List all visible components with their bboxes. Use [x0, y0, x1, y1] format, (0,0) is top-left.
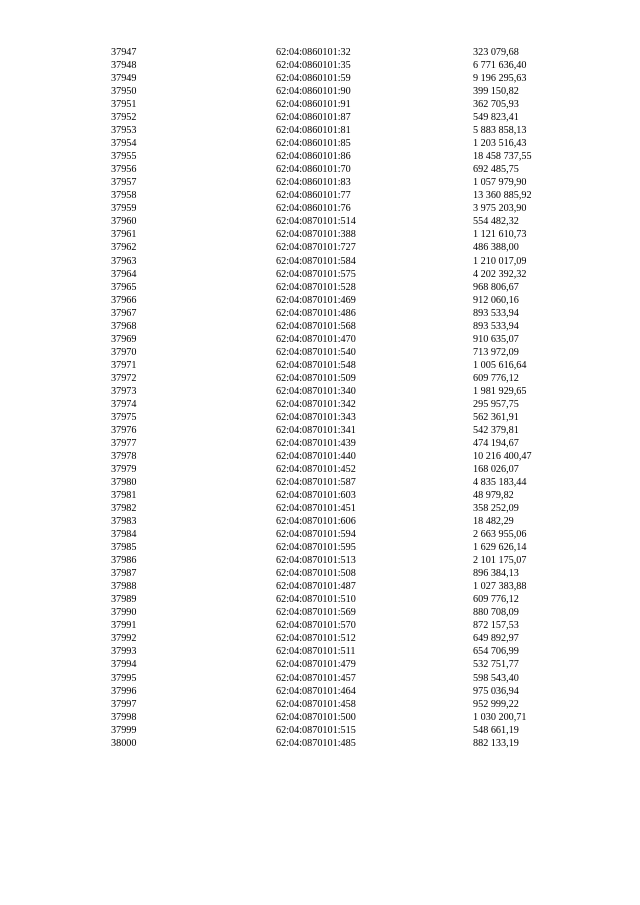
cadastral-number: 62:04:0870101:594: [276, 529, 356, 541]
cadastral-number: 62:04:0870101:512: [276, 633, 356, 645]
cadastral-number: 62:04:0870101:508: [276, 568, 356, 580]
cadastral-value: 323 079,68: [473, 47, 519, 58]
cadastral-number: 62:04:0860101:87: [276, 112, 351, 124]
cadastral-value: 609 776,12: [473, 594, 519, 606]
cadastral-value: 549 823,41: [473, 112, 519, 124]
row-number: 37956: [111, 164, 137, 176]
cadastral-number: 62:04:0870101:511: [276, 646, 356, 658]
cadastral-value: 542 379,81: [473, 424, 519, 436]
data-table: [111, 46, 581, 750]
cadastral-number: 62:04:0870101:500: [276, 711, 356, 723]
row-number: 37966: [111, 294, 137, 306]
cadastral-value: 692 485,75: [473, 164, 519, 176]
cadastral-value: 9 196 295,63: [473, 73, 527, 85]
table-row: [111, 698, 581, 711]
table-row: [111, 228, 581, 241]
row-number: 37986: [111, 555, 137, 567]
cadastral-value: 548 661,19: [473, 724, 519, 736]
cadastral-value: 1 210 017,09: [473, 255, 527, 267]
row-number: 37992: [111, 633, 137, 645]
table-row: [111, 346, 581, 359]
table-row: [111, 711, 581, 724]
row-number: 37995: [111, 672, 137, 684]
row-number: 37997: [111, 698, 137, 710]
row-number: 37955: [111, 151, 137, 163]
cadastral-value: 474 194,67: [473, 437, 519, 449]
row-number: 37983: [111, 516, 137, 528]
table-row: [111, 59, 581, 72]
row-number: 37947: [111, 47, 137, 58]
cadastral-number: 62:04:0870101:510: [276, 594, 356, 606]
table-row: [111, 424, 581, 437]
cadastral-value: 362 705,93: [473, 99, 519, 111]
cadastral-value: 3 975 203,90: [473, 203, 527, 215]
cadastral-number: 62:04:0870101:469: [276, 294, 356, 306]
cadastral-number: 62:04:0860101:91: [276, 99, 351, 111]
cadastral-value: 880 708,09: [473, 607, 519, 619]
cadastral-value: 2 663 955,06: [473, 529, 527, 541]
row-number: 37991: [111, 620, 137, 632]
table-row: [111, 85, 581, 98]
cadastral-value: 872 157,53: [473, 620, 519, 632]
cadastral-value: 1 057 979,90: [473, 177, 527, 189]
table-row: [111, 137, 581, 150]
cadastral-number: 62:04:0870101:509: [276, 372, 356, 384]
row-number: 37982: [111, 503, 137, 515]
table-row: [111, 176, 581, 189]
row-number: 37967: [111, 307, 137, 319]
row-number: 37994: [111, 659, 137, 671]
cadastral-number: 62:04:0870101:485: [276, 737, 356, 749]
row-number: 37993: [111, 646, 137, 658]
cadastral-value: 4 202 392,32: [473, 268, 527, 280]
table-row: [111, 606, 581, 619]
cadastral-value: 713 972,09: [473, 346, 519, 358]
cadastral-number: 62:04:0860101:35: [276, 60, 351, 72]
row-number: 37965: [111, 281, 137, 293]
cadastral-value: 562 361,91: [473, 411, 519, 423]
row-number: 37959: [111, 203, 137, 215]
cadastral-number: 62:04:0870101:528: [276, 281, 356, 293]
table-row: [111, 737, 581, 750]
row-number: 37979: [111, 464, 137, 475]
row-number: 37977: [111, 437, 137, 449]
row-number: 37961: [111, 229, 137, 241]
cadastral-number: 62:04:0870101:439: [276, 437, 356, 449]
cadastral-number: 62:04:0870101:457: [276, 672, 356, 684]
row-number: 37998: [111, 711, 137, 723]
row-number: 37957: [111, 177, 137, 189]
table-row: [111, 411, 581, 424]
cadastral-value: 399 150,82: [473, 86, 519, 98]
table-row: [111, 333, 581, 346]
cadastral-number: 62:04:0870101:343: [276, 411, 356, 423]
cadastral-number: 62:04:0870101:479: [276, 659, 356, 671]
cadastral-value: 18 482,29: [473, 516, 514, 528]
cadastral-number: 62:04:0870101:568: [276, 320, 356, 332]
row-number: 37951: [111, 99, 137, 111]
row-number: 37990: [111, 607, 137, 619]
table-row: [111, 632, 581, 645]
row-number: 37989: [111, 594, 137, 606]
table-row: [111, 554, 581, 567]
cadastral-value: 882 133,19: [473, 737, 519, 749]
cadastral-value: 896 384,13: [473, 568, 519, 580]
table-row: [111, 307, 581, 320]
row-number: 37962: [111, 242, 137, 254]
cadastral-number: 62:04:0870101:595: [276, 542, 356, 554]
row-number: 37988: [111, 581, 137, 593]
table-row: [111, 619, 581, 632]
cadastral-number: 62:04:0870101:340: [276, 385, 356, 397]
table-row: [111, 98, 581, 111]
table-row: [111, 215, 581, 228]
cadastral-value: 1 030 200,71: [473, 711, 527, 723]
cadastral-value: 1 027 383,88: [473, 581, 527, 593]
cadastral-number: 62:04:0870101:342: [276, 398, 356, 410]
cadastral-number: 62:04:0870101:548: [276, 359, 356, 371]
row-number: 37978: [111, 450, 137, 462]
cadastral-number: 62:04:0860101:70: [276, 164, 351, 176]
cadastral-number: 62:04:0860101:59: [276, 73, 351, 85]
table-row: [111, 268, 581, 281]
cadastral-value: 912 060,16: [473, 294, 519, 306]
table-row: [111, 463, 581, 476]
cadastral-number: 62:04:0870101:388: [276, 229, 356, 241]
table-row: [111, 111, 581, 124]
table-row: [111, 580, 581, 593]
table-row: [111, 476, 581, 489]
row-number: 37968: [111, 320, 137, 332]
row-number: 37971: [111, 359, 137, 371]
cadastral-number: 62:04:0870101:540: [276, 346, 356, 358]
cadastral-value: 893 533,94: [473, 320, 519, 332]
cadastral-number: 62:04:0870101:486: [276, 307, 356, 319]
table-row: [111, 281, 581, 294]
table-row: [111, 672, 581, 685]
table-row: [111, 528, 581, 541]
row-number: 37952: [111, 112, 137, 124]
table-row: [111, 46, 581, 59]
row-number: 37985: [111, 542, 137, 554]
table-row: [111, 398, 581, 411]
cadastral-value: 5 883 858,13: [473, 125, 527, 137]
row-number: 38000: [111, 737, 137, 749]
cadastral-value: 532 751,77: [473, 659, 519, 671]
row-number: 37953: [111, 125, 137, 137]
cadastral-value: 1 981 929,65: [473, 385, 527, 397]
cadastral-number: 62:04:0870101:569: [276, 607, 356, 619]
cadastral-value: 6 771 636,40: [473, 60, 527, 72]
table-row: [111, 450, 581, 463]
row-number: 37981: [111, 490, 137, 502]
cadastral-value: 1 629 626,14: [473, 542, 527, 554]
table-row: [111, 255, 581, 268]
table-row: [111, 685, 581, 698]
cadastral-value: 952 999,22: [473, 698, 519, 710]
cadastral-value: 649 892,97: [473, 633, 519, 645]
table-row: [111, 150, 581, 163]
table-row: [111, 437, 581, 450]
cadastral-number: 62:04:0870101:341: [276, 424, 356, 436]
cadastral-number: 62:04:0870101:464: [276, 685, 356, 697]
cadastral-value: 10 216 400,47: [473, 450, 532, 462]
cadastral-number: 62:04:0870101:570: [276, 620, 356, 632]
cadastral-number: 62:04:0870101:513: [276, 555, 356, 567]
cadastral-value: 4 835 183,44: [473, 477, 527, 489]
cadastral-number: 62:04:0870101:451: [276, 503, 356, 515]
row-number: 37973: [111, 385, 137, 397]
cadastral-value: 358 252,09: [473, 503, 519, 515]
row-number: 37964: [111, 268, 137, 280]
row-number: 37954: [111, 138, 137, 150]
cadastral-value: 910 635,07: [473, 333, 519, 345]
table-row: [111, 724, 581, 737]
cadastral-value: 1 005 616,64: [473, 359, 527, 371]
table-row: [111, 72, 581, 85]
cadastral-number: 62:04:0870101:587: [276, 477, 356, 489]
cadastral-value: 13 360 885,92: [473, 190, 532, 202]
table-row: [111, 645, 581, 658]
row-number: 37999: [111, 724, 137, 736]
row-number: 37960: [111, 216, 137, 228]
table-row: [111, 541, 581, 554]
cadastral-number: 62:04:0870101:440: [276, 450, 356, 462]
row-number: 37963: [111, 255, 137, 267]
cadastral-number: 62:04:0870101:606: [276, 516, 356, 528]
cadastral-number: 62:04:0870101:603: [276, 490, 356, 502]
row-number: 37958: [111, 190, 137, 202]
table-row: [111, 202, 581, 215]
cadastral-number: 62:04:0870101:727: [276, 242, 356, 254]
cadastral-number: 62:04:0870101:584: [276, 255, 356, 267]
cadastral-number: 62:04:0860101:85: [276, 138, 351, 150]
cadastral-number: 62:04:0870101:458: [276, 698, 356, 710]
cadastral-number: 62:04:0860101:83: [276, 177, 351, 189]
cadastral-value: 486 388,00: [473, 242, 519, 254]
cadastral-number: 62:04:0860101:76: [276, 203, 351, 215]
cadastral-number: 62:04:0870101:470: [276, 333, 356, 345]
cadastral-value: 975 036,94: [473, 685, 519, 697]
cadastral-number: 62:04:0870101:487: [276, 581, 356, 593]
cadastral-value: 168 026,07: [473, 464, 519, 475]
cadastral-number: 62:04:0860101:86: [276, 151, 351, 163]
cadastral-value: 598 543,40: [473, 672, 519, 684]
row-number: 37950: [111, 86, 137, 98]
cadastral-number: 62:04:0860101:77: [276, 190, 351, 202]
cadastral-value: 654 706,99: [473, 646, 519, 658]
row-number: 37976: [111, 424, 137, 436]
row-number: 37996: [111, 685, 137, 697]
cadastral-value: 968 806,67: [473, 281, 519, 293]
cadastral-value: 1 121 610,73: [473, 229, 527, 241]
row-number: 37972: [111, 372, 137, 384]
row-number: 37969: [111, 333, 137, 345]
table-row: [111, 294, 581, 307]
row-number: 37970: [111, 346, 137, 358]
table-row: [111, 372, 581, 385]
row-number: 37975: [111, 411, 137, 423]
table-row: [111, 189, 581, 202]
cadastral-number: 62:04:0870101:452: [276, 464, 356, 475]
cadastral-value: 295 957,75: [473, 398, 519, 410]
cadastral-value: 1 203 516,43: [473, 138, 527, 150]
table-row: [111, 593, 581, 606]
row-number: 37948: [111, 60, 137, 72]
cadastral-number: 62:04:0860101:90: [276, 86, 351, 98]
cadastral-value: 609 776,12: [473, 372, 519, 384]
cadastral-number: 62:04:0860101:81: [276, 125, 351, 137]
table-row: [111, 658, 581, 671]
table-row: [111, 124, 581, 137]
cadastral-value: 2 101 175,07: [473, 555, 527, 567]
cadastral-number: 62:04:0870101:515: [276, 724, 356, 736]
cadastral-value: 554 482,32: [473, 216, 519, 228]
table-row: [111, 241, 581, 254]
row-number: 37974: [111, 398, 137, 410]
row-number: 37980: [111, 477, 137, 489]
cadastral-value: 893 533,94: [473, 307, 519, 319]
table-row: [111, 359, 581, 372]
cadastral-value: 18 458 737,55: [473, 151, 532, 163]
table-row: [111, 515, 581, 528]
row-number: 37949: [111, 73, 137, 85]
table-row: [111, 567, 581, 580]
table-row: [111, 320, 581, 333]
table-row: [111, 502, 581, 515]
table-row: [111, 385, 581, 398]
table-row: [111, 489, 581, 502]
row-number: 37984: [111, 529, 137, 541]
cadastral-number: 62:04:0870101:575: [276, 268, 356, 280]
table-row: [111, 163, 581, 176]
cadastral-value: 48 979,82: [473, 490, 514, 502]
cadastral-number: 62:04:0870101:514: [276, 216, 356, 228]
cadastral-number: 62:04:0860101:32: [276, 47, 351, 58]
row-number: 37987: [111, 568, 137, 580]
